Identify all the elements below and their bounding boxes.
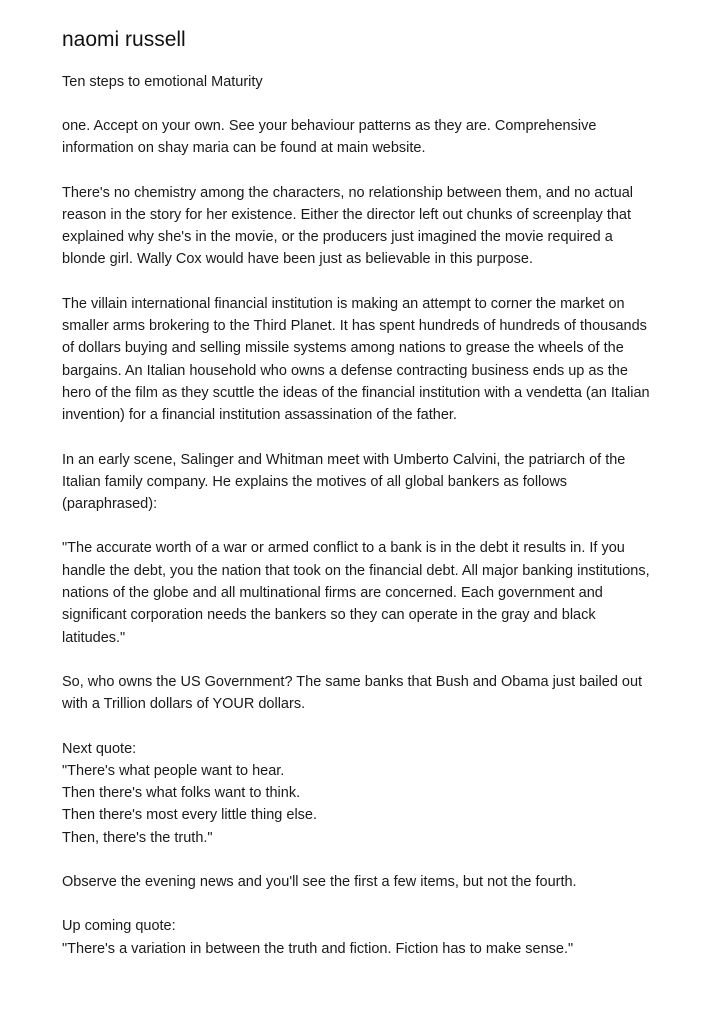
paragraph-next-quote (62, 738, 662, 849)
text-line: The villain international financial institution is making an attempt to corner the market on (62, 295, 625, 312)
paragraph-evening-news (62, 871, 662, 893)
text-line: of dollars buying and selling missile systems among nations to grease the wheels of the (62, 340, 624, 357)
text-line: "There's a variation in between the truth and fiction. Fiction has to make sense." (62, 940, 574, 957)
text-line: (paraphrased): (62, 496, 158, 513)
text-line: explained why she's in the movie, or the producers just imagined the movie required a (62, 229, 613, 246)
text-line: bargains. An Italian household who owns a defense contracting business ends up as the (62, 362, 628, 379)
text-line: In an early scene, Salinger and Whitman meet with Umberto Calvini, the patriarch of the (62, 451, 626, 468)
text-line: smaller arms brokering to the Third Planet. It has spent hundreds of hundreds of thousands (62, 318, 647, 335)
paragraph-villain (62, 293, 662, 427)
text-line: one. Accept on your own. See your behaviour patterns as they are. Comprehensive (62, 118, 597, 134)
text-line: significant corporation needs the bankers so they can operate in the gray and black (62, 607, 596, 624)
paragraph-quote-worth (62, 537, 662, 648)
text-line: Then there's most every little thing else. (62, 807, 318, 824)
text-line: "There's what people want to hear. (62, 762, 285, 779)
paragraph-upcoming-quote (62, 915, 662, 960)
paragraph-chemistry (62, 182, 662, 271)
paragraph-accept (62, 115, 662, 160)
paragraph-early-scene (62, 449, 662, 516)
text-line: Italian family company. He explains the motives of all global bankers as follows (62, 473, 568, 490)
text-line: There's no chemistry among the characters, no relationship between them, and no actual (62, 184, 634, 201)
text-line: handle the debt, you the nation that took on the financial debt. All major banking institutions, (62, 562, 650, 579)
text-line: nations of the globe and all multinational firms are concerned. Each government and (62, 585, 603, 602)
document-page (62, 26, 662, 982)
text-line: blonde girl. Wally Cox would have been just as believable in this purpose. (62, 251, 533, 268)
text-line: Next quote: (62, 740, 137, 757)
document-title: naomi russell (62, 28, 186, 51)
text-line: "The accurate worth of a war or armed conflict to a bank is in the debt it results in. If you (62, 540, 625, 557)
text-line: with a Trillion dollars of YOUR dollars. (62, 696, 306, 713)
text-line: hero of the film as they scuttle the ideas of the financial institution with a vendetta (an Italian (62, 384, 650, 401)
text-line: latitudes." (62, 629, 126, 646)
text-line: So, who owns the US Government? The same banks that Bush and Obama just bailed out (62, 673, 643, 690)
text-line: Observe the evening news and you'll see the first a few items, but not the fourth. (62, 874, 577, 891)
text-line: Up coming quote: (62, 918, 176, 935)
text-line: reason in the story for her existence. Either the director left out chunks of screenplay that (62, 206, 632, 223)
text-line: invention) for a financial institution assassination of the father. (62, 407, 457, 424)
document-subtitle: Ten steps to emotional Maturity (62, 74, 263, 90)
text-line: Then there's what folks want to think. (62, 785, 301, 802)
text-line: information on shay maria can be found at main website. (62, 140, 426, 157)
text-line: Then, there's the truth." (62, 829, 213, 846)
paragraph-who-owns (62, 671, 662, 716)
